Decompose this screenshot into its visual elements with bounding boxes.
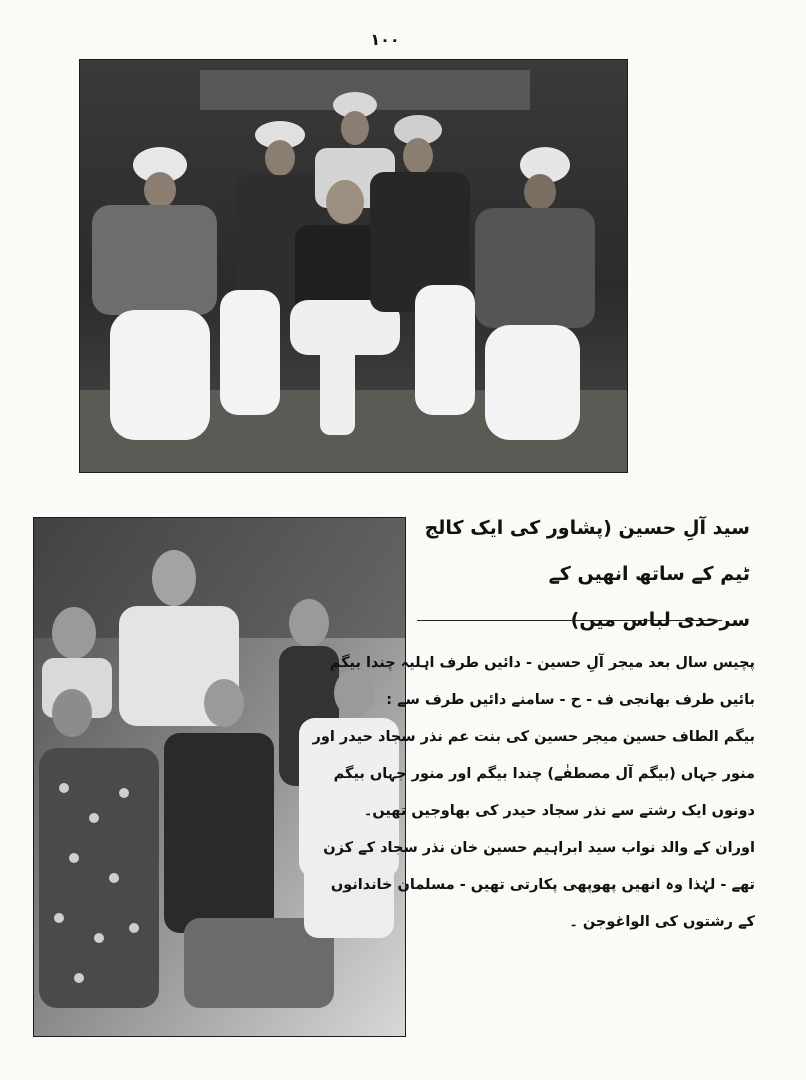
group-photo-top — [79, 59, 628, 473]
group-photo-top-image — [80, 60, 627, 472]
bottom-photo-caption — [312, 645, 755, 941]
top-photo-caption — [412, 505, 750, 643]
caption-line: کے رشتوں کی الواغوجن ۔ — [569, 914, 755, 930]
caption-line: اوران کے والد نواب سید ابراہیم حسین خان نذر سجاد کے کزن — [323, 840, 755, 856]
caption-line: سید آلِ حسین (پشاور کی ایک کالج ٹیم کے ساتھ انھیں کے — [424, 517, 750, 585]
caption-line: بیگم الطاف حسین میجر حسین کی بنت عم نذر سجاد حیدر اور — [312, 729, 755, 745]
caption-line: سرحدی لباس میں) — [570, 609, 750, 631]
caption-line: دونوں ایک رشتے سے نذر سجاد حیدر کی بھاوجیں تھیں۔ — [363, 803, 755, 819]
caption-line: پچیس سال بعد میجر آلِ حسین - دائیں طرف اہلیہ چندا بیگم — [329, 655, 755, 671]
page-number: ۱۰۰ — [370, 30, 400, 49]
caption-divider — [417, 620, 722, 621]
caption-line: تھے - لہٰذا وہ انھیں پھوپھی پکارتی تھیں - مسلمان خاندانوں — [330, 877, 755, 893]
caption-line: بائیں طرف بھانجی ف - ح - سامنے دائیں طرف سے : — [386, 692, 755, 708]
caption-line: منور جہاں (بیگم آل مصطفٰے) چندا بیگم اور منور جہاں بیگم — [333, 766, 755, 782]
